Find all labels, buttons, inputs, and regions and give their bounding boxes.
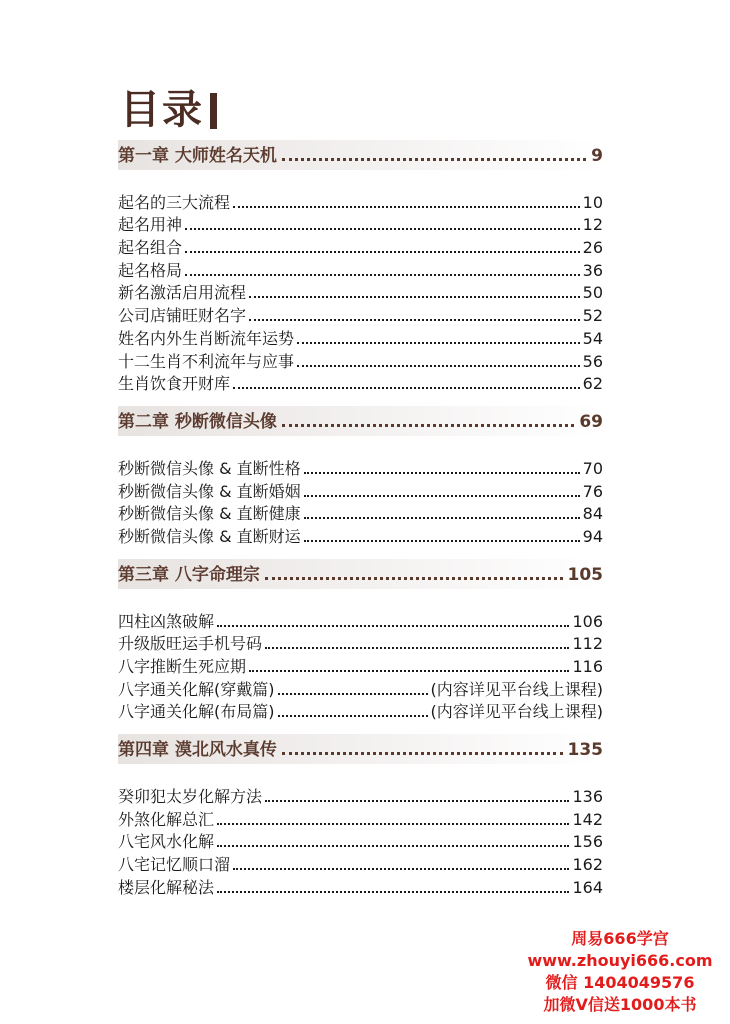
entry-label: 外煞化解总汇 bbox=[118, 809, 215, 829]
entry-page-number: 56 bbox=[582, 351, 603, 371]
toc-entry[interactable] bbox=[118, 326, 603, 349]
toc-entry[interactable] bbox=[118, 235, 603, 258]
leader-dots bbox=[249, 670, 569, 672]
toc-entry[interactable] bbox=[118, 875, 603, 898]
table-of-contents bbox=[118, 140, 603, 898]
leader-dots bbox=[297, 342, 580, 344]
entry-page-number: 142 bbox=[572, 809, 603, 829]
leader-dots bbox=[249, 296, 580, 298]
entry-page-number: 112 bbox=[572, 634, 603, 654]
leader-dots bbox=[233, 206, 580, 208]
watermark-line: 微信 1404049576 bbox=[545, 973, 695, 992]
entry-page-number: 116 bbox=[572, 657, 603, 676]
entry-page-number: (内容详见平台线上课程) bbox=[430, 702, 603, 722]
entry-label: 秒断微信头像 & 直断性格 bbox=[118, 458, 301, 478]
toc-entry[interactable] bbox=[118, 852, 603, 875]
leader-dots bbox=[217, 845, 569, 847]
entry-page-number: 162 bbox=[572, 855, 603, 875]
entry-label: 癸卯犯太岁化解方法 bbox=[118, 787, 263, 807]
entry-page-number: 106 bbox=[572, 611, 603, 631]
leader-dots bbox=[304, 495, 580, 497]
watermark-line: www.zhouyi666.com bbox=[527, 951, 713, 970]
leader-dots bbox=[278, 693, 428, 695]
leader-dots bbox=[217, 891, 569, 893]
entry-label: 四柱凶煞破解 bbox=[118, 611, 215, 631]
entry-label: 起名组合 bbox=[118, 238, 183, 258]
entry-page-number: 12 bbox=[582, 215, 603, 235]
toc-entry[interactable] bbox=[118, 456, 603, 479]
leader-dots bbox=[233, 868, 569, 870]
leader-dots bbox=[185, 228, 580, 230]
toc-entry[interactable] bbox=[118, 830, 603, 853]
leader-dots bbox=[304, 472, 580, 474]
toc-entry[interactable] bbox=[118, 349, 603, 372]
entry-label: 起名的三大流程 bbox=[118, 192, 231, 212]
chapter-4-heading[interactable] bbox=[118, 734, 603, 764]
leader-dots bbox=[282, 424, 574, 427]
entry-page-number: 26 bbox=[582, 238, 603, 258]
toc-entry[interactable] bbox=[118, 258, 603, 281]
entry-label: 起名用神 bbox=[118, 215, 183, 235]
toc-entry[interactable] bbox=[118, 190, 603, 213]
title-bar-decoration bbox=[210, 93, 217, 129]
entry-page-number: 164 bbox=[572, 877, 603, 897]
entry-label: 升级版旺运手机号码 bbox=[118, 634, 263, 654]
toc-entry[interactable] bbox=[118, 524, 603, 547]
entry-page-number: 156 bbox=[572, 832, 603, 852]
entry-page-number: 70 bbox=[582, 458, 603, 478]
page-title: 目录 bbox=[120, 87, 204, 133]
entry-page-number: (内容详见平台线上课程) bbox=[430, 679, 603, 699]
leader-dots bbox=[265, 577, 563, 580]
chapter-page-number: 105 bbox=[567, 564, 603, 585]
leader-dots bbox=[185, 274, 580, 276]
entry-page-number: 84 bbox=[582, 504, 603, 524]
leader-dots bbox=[282, 158, 586, 161]
chapter-title: 第三章 八字命理宗 bbox=[118, 564, 260, 585]
leader-dots bbox=[217, 625, 569, 627]
toc-entry[interactable] bbox=[118, 784, 603, 807]
watermark-line: 周易666学宫 bbox=[571, 929, 669, 948]
toc-entry[interactable] bbox=[118, 677, 603, 700]
leader-dots bbox=[304, 540, 580, 542]
entry-page-number: 54 bbox=[582, 328, 603, 348]
entry-page-number: 76 bbox=[582, 481, 603, 501]
toc-entry[interactable] bbox=[118, 502, 603, 525]
watermark bbox=[510, 928, 730, 1016]
entry-label: 秒断微信头像 & 直断财运 bbox=[118, 526, 301, 546]
entry-label: 十二生肖不利流年与应事 bbox=[118, 351, 295, 371]
chapter-3-heading[interactable] bbox=[118, 559, 603, 589]
leader-dots bbox=[304, 517, 580, 519]
chapter-title: 第四章 漠北风水真传 bbox=[118, 740, 277, 761]
entry-label: 起名格局 bbox=[118, 260, 183, 280]
entry-label: 姓名内外生肖断流年运势 bbox=[118, 328, 295, 348]
entry-label: 八字通关化解(布局篇) bbox=[118, 702, 275, 722]
entry-label: 八宅风水化解 bbox=[118, 832, 215, 852]
toc-entry[interactable] bbox=[118, 632, 603, 655]
chapter-page-number: 9 bbox=[591, 146, 603, 166]
toc-entry[interactable] bbox=[118, 807, 603, 830]
leader-dots bbox=[217, 823, 569, 825]
watermark-line: 加微V信送1000本书 bbox=[543, 995, 697, 1014]
entry-page-number: 50 bbox=[582, 283, 603, 303]
chapter-title: 第二章 秒断微信头像 bbox=[118, 412, 277, 433]
leader-dots bbox=[265, 647, 569, 649]
entry-label: 秒断微信头像 & 直断健康 bbox=[118, 504, 301, 524]
chapter-page-number: 69 bbox=[579, 412, 603, 433]
entry-page-number: 52 bbox=[582, 306, 603, 326]
toc-entry[interactable] bbox=[118, 303, 603, 326]
chapter-1-heading[interactable] bbox=[118, 140, 603, 170]
entry-label: 秒断微信头像 & 直断婚姻 bbox=[118, 481, 301, 501]
entry-page-number: 94 bbox=[582, 526, 603, 546]
entry-page-number: 36 bbox=[582, 260, 603, 280]
entry-label: 八宅记忆顺口溜 bbox=[118, 855, 231, 875]
leader-dots bbox=[249, 319, 580, 321]
leader-dots bbox=[297, 365, 580, 367]
leader-dots bbox=[265, 800, 569, 802]
leader-dots bbox=[282, 752, 563, 755]
entry-label: 生肖饮食开财库 bbox=[118, 374, 231, 394]
toc-entry[interactable] bbox=[118, 372, 603, 395]
chapter-title: 第一章 大师姓名天机 bbox=[118, 146, 277, 166]
entry-label: 八字推断生死应期 bbox=[118, 657, 247, 676]
entry-label: 新名激活启用流程 bbox=[118, 283, 247, 303]
leader-dots bbox=[185, 251, 580, 253]
leader-dots bbox=[278, 715, 428, 717]
toc-entry[interactable] bbox=[118, 609, 603, 632]
entry-label: 公司店铺旺财名字 bbox=[118, 306, 247, 326]
leader-dots bbox=[233, 387, 580, 389]
chapter-page-number: 135 bbox=[567, 740, 603, 761]
toc-entry[interactable] bbox=[118, 213, 603, 236]
entry-page-number: 10 bbox=[582, 192, 603, 212]
entry-page-number: 62 bbox=[582, 374, 603, 394]
toc-entry[interactable] bbox=[118, 281, 603, 304]
toc-entry[interactable] bbox=[118, 479, 603, 502]
entry-page-number: 136 bbox=[572, 787, 603, 807]
toc-entry[interactable] bbox=[118, 700, 603, 723]
entry-label: 八字通关化解(穿戴篇) bbox=[118, 679, 275, 699]
entry-label: 楼层化解秘法 bbox=[118, 877, 215, 897]
toc-entry[interactable] bbox=[118, 654, 603, 677]
chapter-2-heading[interactable] bbox=[118, 406, 603, 436]
